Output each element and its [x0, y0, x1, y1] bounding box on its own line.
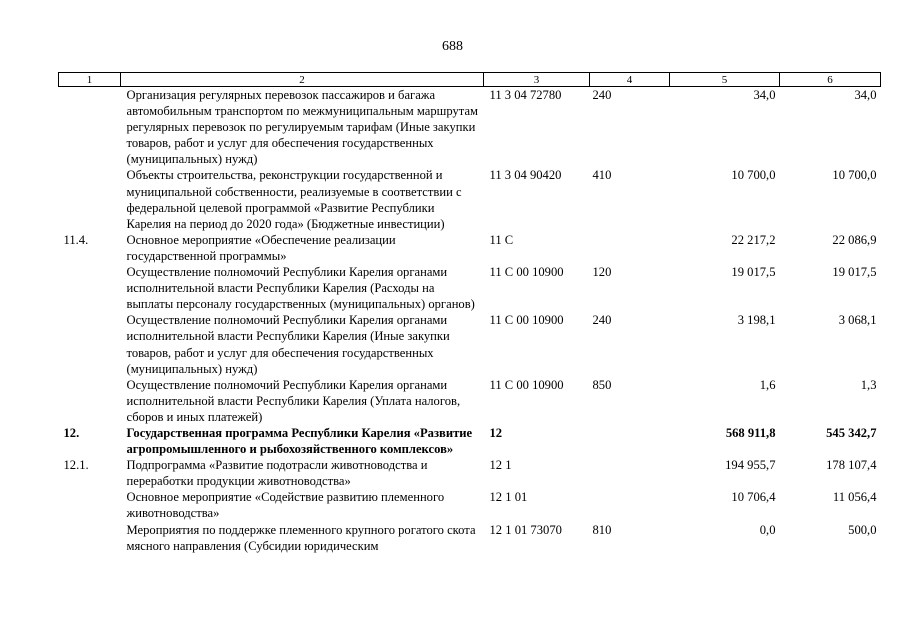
row-description: Государственная программа Республики Карелия «Развитие агропромышленного и рыбохозяйственного комплексов» [126, 425, 473, 457]
row-amount-2: 11 056,4 [832, 490, 877, 505]
header-row [59, 73, 881, 87]
row-amount-1: 3 198,1 [737, 313, 776, 328]
header-col-4: 4 [590, 73, 670, 87]
table-row [59, 425, 881, 457]
table-row [59, 377, 881, 425]
table-row [59, 522, 881, 554]
row-amount-1: 10 700,0 [731, 168, 776, 183]
row-description: Объекты строительства, реконструкции государственной и муниципальной собственности, реализуемые в соответствии с федеральной целевой программой «Развитие Республики Карелия на период до 2020 года» (Бюджетные инвестиции) [126, 168, 462, 231]
row-number [59, 167, 121, 231]
row-amount-2: 10 700,0 [832, 168, 877, 183]
row-code: 11 3 04 90420 [489, 168, 562, 183]
table-row [59, 87, 881, 168]
row-amount-1: 10 706,4 [731, 490, 776, 505]
row-expense-type [590, 489, 670, 521]
row-code: 11 С [489, 232, 514, 247]
row-code: 11 С 00 10900 [489, 265, 564, 280]
row-amount-1: 194 955,7 [725, 458, 776, 473]
row-description: Мероприятия по поддержке племенного крупного рогатого скота мясного направления (Субсидии юридическим [126, 522, 476, 553]
row-code: 11 С 00 10900 [489, 313, 564, 328]
row-amount-1: 34,0 [753, 88, 776, 102]
row-description: Основное мероприятие «Обеспечение реализации государственной программы» [126, 232, 396, 263]
page-number: 688 [442, 39, 463, 54]
header-col-6: 6 [780, 73, 881, 87]
row-description: Осуществление полномочий Республики Карелия органами исполнительной власти Республики Карелия (Иные закупки товаров, работ и услуг для обеспечения государственных (муниципальных) нужд) [126, 313, 450, 376]
row-amount-2: 22 086,9 [832, 232, 877, 247]
row-description: Осуществление полномочий Республики Карелия органами исполнительной власти Республики Карелия (Расходы на выплаты персоналу государственных (муниципальных) органов) [126, 265, 475, 312]
row-amount-2: 500,0 [848, 522, 877, 537]
row-amount-1: 22 217,2 [731, 232, 776, 247]
row-amount-1: 1,6 [759, 377, 776, 392]
row-amount-2: 545 342,7 [826, 425, 877, 440]
row-amount-2: 34,0 [854, 88, 877, 102]
budget-table [58, 72, 881, 554]
table-row [59, 264, 881, 312]
row-number [59, 522, 121, 554]
row-description: Основное мероприятие «Содействие развитию племенного животноводства» [126, 490, 445, 521]
row-number [59, 312, 121, 376]
row-code: 12 1 [489, 458, 512, 473]
header-col-2: 2 [121, 73, 484, 87]
row-expense-type [590, 425, 670, 457]
row-expense-type: 240 [592, 313, 612, 328]
row-number [59, 377, 121, 425]
row-code: 12 1 01 73070 [489, 522, 562, 537]
table-row [59, 232, 881, 264]
row-number [59, 87, 121, 168]
row-expense-type: 120 [592, 265, 612, 280]
table-row [59, 312, 881, 376]
row-amount-2: 1,3 [860, 377, 877, 392]
row-code: 11 С 00 10900 [489, 377, 564, 392]
row-code: 12 [489, 425, 503, 440]
header-col-1: 1 [59, 73, 121, 87]
row-amount-2: 178 107,4 [826, 458, 877, 473]
row-expense-type: 410 [592, 168, 612, 183]
row-amount-1: 568 911,8 [725, 425, 776, 440]
row-code: 12 1 01 [489, 490, 528, 505]
row-amount-1: 0,0 [759, 522, 776, 537]
row-expense-type: 850 [592, 377, 612, 392]
header-col-3: 3 [484, 73, 590, 87]
row-number: 11.4. [63, 232, 89, 247]
row-expense-type [590, 457, 670, 489]
row-amount-1: 19 017,5 [731, 265, 776, 280]
row-number [59, 264, 121, 312]
row-description: Организация регулярных перевозок пассажиров и багажа автомобильным транспортом по межмуниципальным маршрутам регулярных перевозок по регулируемым тарифам (Иные закупки товаров, работ и услуг для обеспечения государственных (муниципальных) нужд) [126, 88, 478, 167]
row-description: Осуществление полномочий Республики Карелия органами исполнительной власти Республики Карелия (Уплата налогов, сборов и иных платежей) [126, 377, 461, 424]
row-code: 11 3 04 72780 [489, 88, 562, 102]
row-number [59, 489, 121, 521]
table-row [59, 457, 881, 489]
row-expense-type: 810 [592, 522, 612, 537]
row-amount-2: 19 017,5 [832, 265, 877, 280]
row-number: 12.1. [63, 458, 89, 473]
header-col-5: 5 [670, 73, 780, 87]
row-number: 12. [63, 425, 80, 440]
row-expense-type [590, 232, 670, 264]
row-description: Подпрограмма «Развитие подотрасли животноводства и переработки продукции животноводства» [126, 458, 428, 489]
table-row [59, 489, 881, 521]
table-row [59, 167, 881, 231]
row-expense-type: 240 [592, 88, 612, 102]
row-amount-2: 3 068,1 [838, 313, 877, 328]
